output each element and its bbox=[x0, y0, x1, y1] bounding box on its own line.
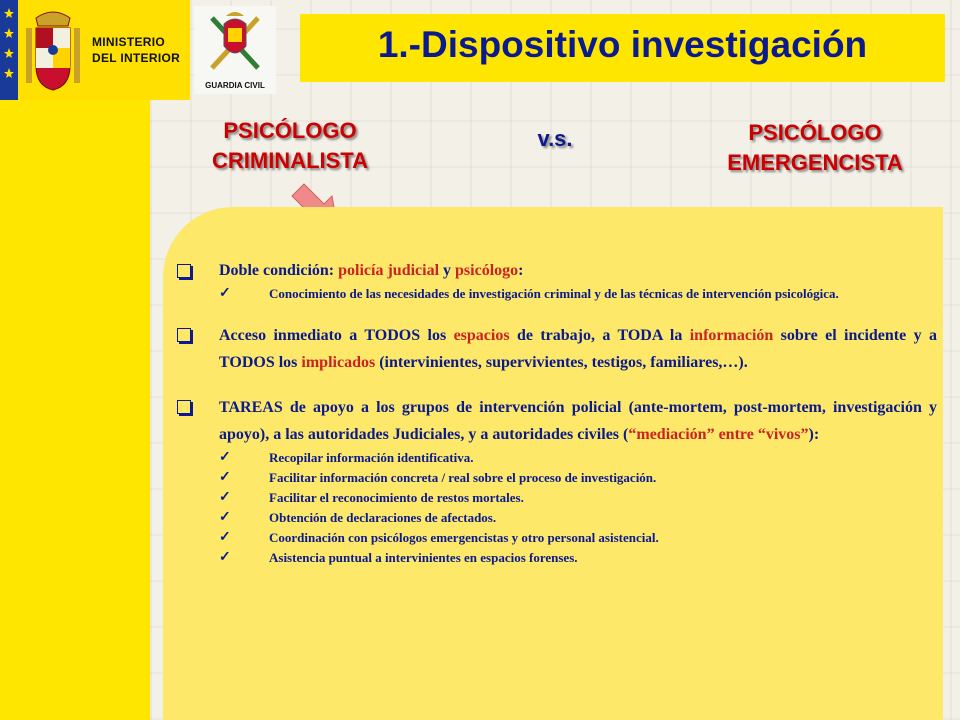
bullet-access: Acceso inmediato a TODOS los espacios de trabajo, a TODA la información sobre el incidente y a TODOS los implicados (intervinientes, supervivientes, testigos, familiares,…). bbox=[175, 322, 937, 376]
checkmark-icon: ✓ bbox=[219, 550, 231, 565]
checkbox-bullet-icon bbox=[177, 400, 191, 414]
checkbox-bullet-icon bbox=[177, 328, 191, 342]
checkbox-bullet-icon bbox=[177, 264, 191, 278]
sub-bullet: ✓ Asistencia puntual a intervinientes en espacios forenses. bbox=[175, 548, 937, 568]
yellow-sidebar bbox=[0, 0, 150, 720]
guardia-civil-emblem-icon bbox=[194, 6, 276, 78]
checkmark-icon: ✓ bbox=[219, 510, 231, 525]
sub-bullet: ✓ Conocimiento de las necesidades de investigación criminal y de las técnicas de intervención psicológica. bbox=[175, 284, 937, 304]
guardia-civil-label: GUARDIA CIVIL bbox=[205, 81, 265, 90]
versus-label: v.s. bbox=[537, 126, 573, 151]
guardia-civil-logo bbox=[194, 6, 276, 94]
checkmark-icon: ✓ bbox=[219, 470, 231, 485]
bullet-tasks: TAREAS de apoyo a los grupos de intervención policial (ante-mortem, post-mortem, investigación y apoyo), a las autoridades Judiciales, y a autoridades civiles (“mediación” entre “vivos”): bbox=[175, 394, 937, 448]
checkmark-icon: ✓ bbox=[219, 450, 231, 465]
sub-bullet: ✓ Facilitar el reconocimiento de restos mortales. bbox=[175, 488, 937, 508]
coat-of-arms-icon bbox=[22, 8, 84, 94]
eu-stars-icon bbox=[0, 0, 18, 100]
bullet-list bbox=[175, 258, 937, 568]
ministry-name: MINISTERIO DEL INTERIOR bbox=[92, 35, 181, 65]
emergency-heading: PSICÓLOGO EMERGENCISTA bbox=[727, 120, 903, 175]
sub-bullet: ✓ Facilitar información concreta / real sobre el proceso de investigación. bbox=[175, 468, 937, 488]
title-banner bbox=[300, 14, 945, 82]
page-title: 1.-Dispositivo investigación bbox=[377, 24, 868, 65]
checkmark-icon: ✓ bbox=[219, 490, 231, 505]
sub-bullet: ✓ Obtención de declaraciones de afectados. bbox=[175, 508, 937, 528]
checkmark-icon: ✓ bbox=[219, 286, 231, 301]
bullet-dual-role: Doble condición: policía judicial y psicólogo: bbox=[175, 258, 937, 284]
sub-bullet: ✓ Coordinación con psicólogos emergencistas y otro personal asistencial. bbox=[175, 528, 937, 548]
ministry-logo bbox=[0, 0, 190, 100]
checkmark-icon: ✓ bbox=[219, 530, 231, 545]
sub-bullet: ✓ Recopilar información identificativa. bbox=[175, 448, 937, 468]
criminalist-heading: PSICÓLOGO CRIMINALISTA bbox=[211, 118, 369, 173]
